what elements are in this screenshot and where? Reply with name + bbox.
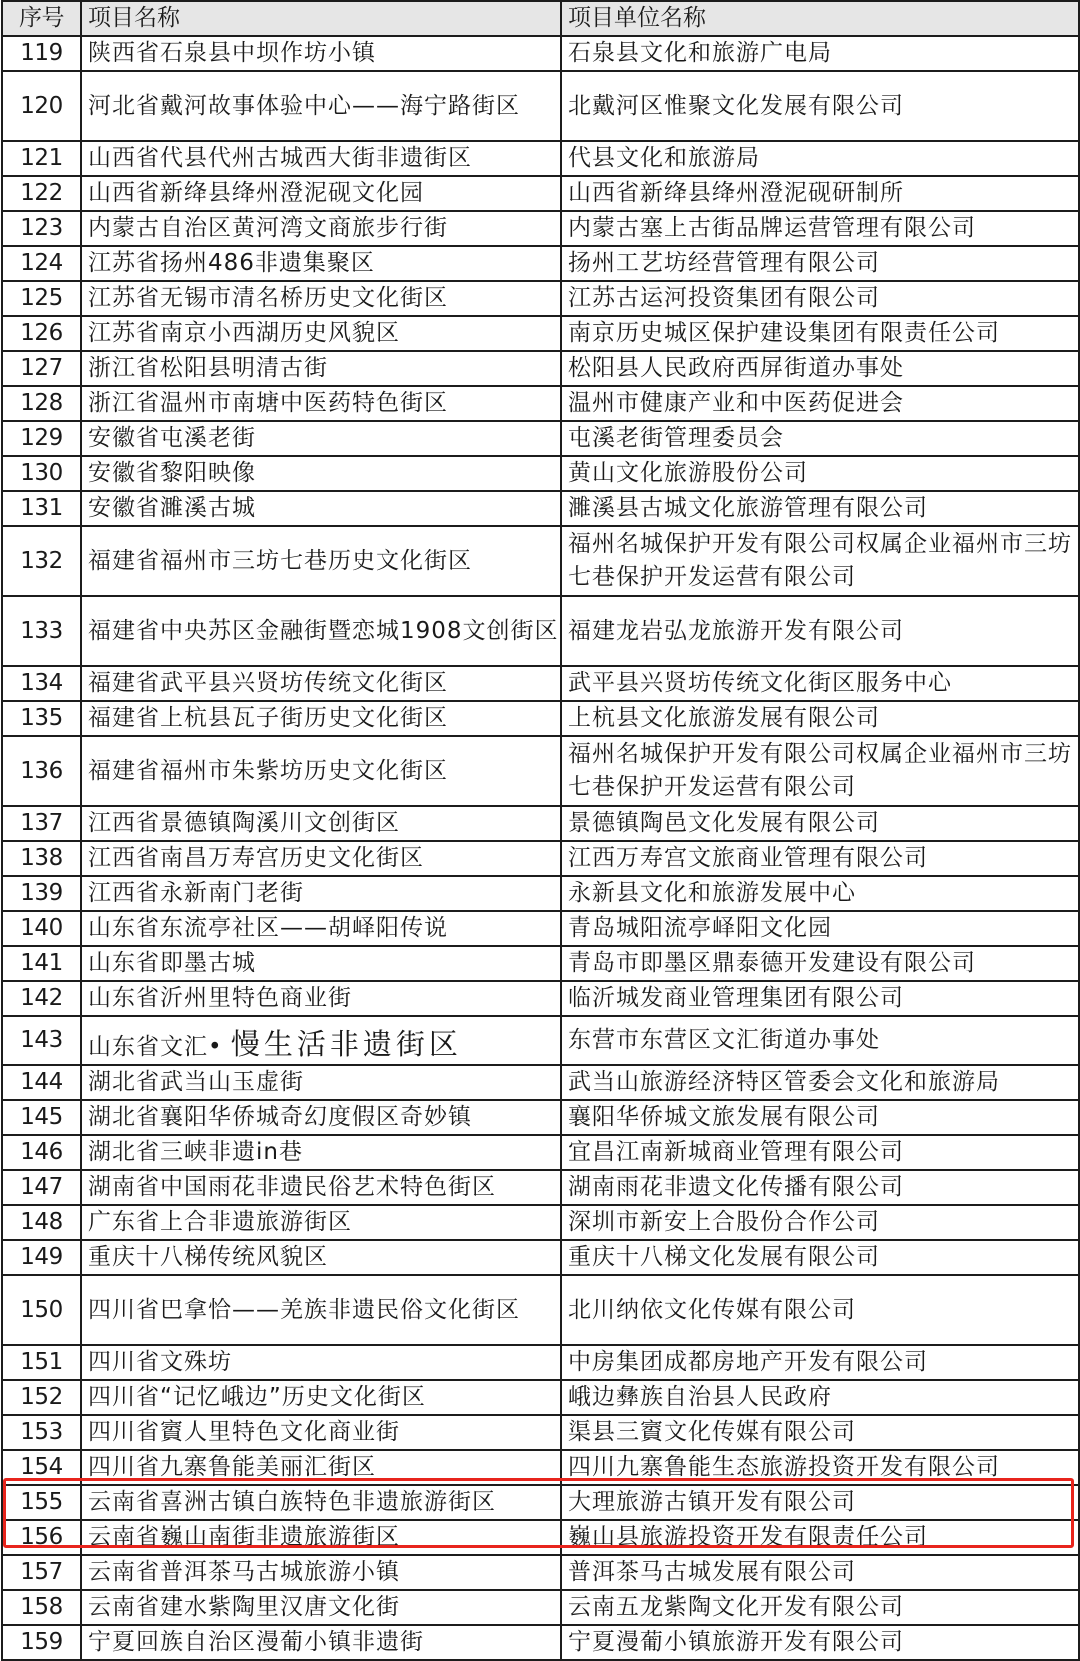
- project-name-cell: 山西省代县代州古城西大街非遗街区: [81, 141, 561, 176]
- unit-name-cell: 北戴河区惟聚文化发展有限公司: [561, 71, 1079, 141]
- row-index: 125: [2, 281, 81, 316]
- unit-name-cell: 大理旅游古镇开发有限公司: [561, 1485, 1079, 1520]
- row-index: 140: [2, 911, 81, 946]
- row-index: 153: [2, 1415, 81, 1450]
- row-index: 148: [2, 1205, 81, 1240]
- row-index: 130: [2, 456, 81, 491]
- row-index: 120: [2, 71, 81, 141]
- table-row: [2, 36, 1079, 71]
- unit-name-cell: 巍山县旅游投资开发有限责任公司: [561, 1520, 1079, 1555]
- table-row: [2, 1380, 1079, 1415]
- header-unit-name: 项目单位名称: [561, 1, 1079, 36]
- unit-name-cell: 福建龙岩弘龙旅游开发有限公司: [561, 596, 1079, 666]
- row-index: 123: [2, 211, 81, 246]
- project-name-cell: 湖北省襄阳华侨城奇幻度假区奇妙镇: [81, 1100, 561, 1135]
- row-index: 138: [2, 841, 81, 876]
- project-name-cell: 安徽省濉溪古城: [81, 491, 561, 526]
- project-name-cell: 山东省东流亭社区——胡峄阳传说: [81, 911, 561, 946]
- project-name-cell: 广东省上合非遗旅游街区: [81, 1205, 561, 1240]
- project-name-cell: 云南省普洱茶马古城旅游小镇: [81, 1555, 561, 1590]
- row-index: 132: [2, 526, 81, 596]
- unit-name-cell: 重庆十八梯文化发展有限公司: [561, 1240, 1079, 1275]
- unit-name-cell: 松阳县人民政府西屏街道办事处: [561, 351, 1079, 386]
- project-name-cell: 四川省“记忆峨边”历史文化街区: [81, 1380, 561, 1415]
- row-index: 131: [2, 491, 81, 526]
- unit-name-cell: 屯溪老街管理委员会: [561, 421, 1079, 456]
- row-index: 135: [2, 701, 81, 736]
- project-name-cell: 内蒙古自治区黄河湾文商旅步行街: [81, 211, 561, 246]
- project-name-cell: 湖北省三峡非遗in巷: [81, 1135, 561, 1170]
- table-row: [2, 386, 1079, 421]
- unit-name-cell: 普洱茶马古城发展有限公司: [561, 1555, 1079, 1590]
- unit-name-cell: 温州市健康产业和中医药促进会: [561, 386, 1079, 421]
- table-row: [2, 316, 1079, 351]
- row-index: 156: [2, 1520, 81, 1555]
- table-row: [2, 596, 1079, 666]
- row-index: 154: [2, 1450, 81, 1485]
- table-row: [2, 1555, 1079, 1590]
- table-row: [2, 1520, 1079, 1555]
- unit-name-cell: 武平县兴贤坊传统文化街区服务中心: [561, 666, 1079, 701]
- project-name-cell: 安徽省屯溪老街: [81, 421, 561, 456]
- unit-name-cell: 北川纳依文化传媒有限公司: [561, 1275, 1079, 1345]
- project-name-cell: 江苏省无锡市清名桥历史文化街区: [81, 281, 561, 316]
- row-index: 128: [2, 386, 81, 421]
- unit-name-cell: 山西省新绛县绛州澄泥砚研制所: [561, 176, 1079, 211]
- table-row: [2, 1450, 1079, 1485]
- row-index: 121: [2, 141, 81, 176]
- table-row: [2, 1590, 1079, 1625]
- row-index: 126: [2, 316, 81, 351]
- unit-name-cell: 宁夏漫葡小镇旅游开发有限公司: [561, 1625, 1079, 1660]
- unit-name-cell: 襄阳华侨城文旅发展有限公司: [561, 1100, 1079, 1135]
- row-index: 129: [2, 421, 81, 456]
- row-index: 155: [2, 1485, 81, 1520]
- table-row: [2, 491, 1079, 526]
- row-index: 150: [2, 1275, 81, 1345]
- unit-name-cell: 中房集团成都房地产开发有限公司: [561, 1345, 1079, 1380]
- table-row: [2, 281, 1079, 316]
- table-row: [2, 806, 1079, 841]
- unit-name-cell: 临沂城发商业管理集团有限公司: [561, 981, 1079, 1016]
- table-row: [2, 981, 1079, 1016]
- project-name-cell: 四川省九寨鲁能美丽汇街区: [81, 1450, 561, 1485]
- unit-name-cell: 扬州工艺坊经营管理有限公司: [561, 246, 1079, 281]
- project-name-cell: 福建省武平县兴贤坊传统文化街区: [81, 666, 561, 701]
- project-name-cell: 陕西省石泉县中坝作坊小镇: [81, 36, 561, 71]
- table-row: [2, 1205, 1079, 1240]
- unit-name-cell: 内蒙古塞上古街品牌运营管理有限公司: [561, 211, 1079, 246]
- table-row: [2, 841, 1079, 876]
- unit-name-cell: 青岛市即墨区鼎泰德开发建设有限公司: [561, 946, 1079, 981]
- project-name-cell: 江西省景德镇陶溪川文创街区: [81, 806, 561, 841]
- unit-name-cell: 东营市东营区文汇街道办事处: [561, 1016, 1079, 1065]
- unit-name-cell: 江西万寿宫文旅商业管理有限公司: [561, 841, 1079, 876]
- project-name-cell: 山东省即墨古城: [81, 946, 561, 981]
- row-index: 122: [2, 176, 81, 211]
- project-name-cell: 浙江省松阳县明清古街: [81, 351, 561, 386]
- project-name-cell: 安徽省黎阳映像: [81, 456, 561, 491]
- unit-name-cell: 永新县文化和旅游发展中心: [561, 876, 1079, 911]
- row-index: 124: [2, 246, 81, 281]
- table-row: [2, 351, 1079, 386]
- unit-name-cell: 湖南雨花非遗文化传播有限公司: [561, 1170, 1079, 1205]
- table-row: [2, 876, 1079, 911]
- row-index: 142: [2, 981, 81, 1016]
- table-row: [2, 176, 1079, 211]
- project-name-cell: 四川省文殊坊: [81, 1345, 561, 1380]
- project-name-cell: [81, 1016, 561, 1065]
- row-index: 152: [2, 1380, 81, 1415]
- unit-name-cell: 黄山文化旅游股份公司: [561, 456, 1079, 491]
- row-index: 141: [2, 946, 81, 981]
- unit-name-cell: 江苏古运河投资集团有限公司: [561, 281, 1079, 316]
- unit-name-cell: 青岛城阳流亭峄阳文化园: [561, 911, 1079, 946]
- table-header-row: [2, 1, 1079, 36]
- project-name-cell: 湖南省中国雨花非遗民俗艺术特色街区: [81, 1170, 561, 1205]
- project-name-cell: 重庆十八梯传统风貌区: [81, 1240, 561, 1275]
- table-row: [2, 1170, 1079, 1205]
- row-index: 144: [2, 1065, 81, 1100]
- table-row: [2, 456, 1079, 491]
- unit-name-cell: 武当山旅游经济特区管委会文化和旅游局: [561, 1065, 1079, 1100]
- project-name-cell: 云南省喜洲古镇白族特色非遗旅游街区: [81, 1485, 561, 1520]
- row-index: 159: [2, 1625, 81, 1660]
- table-row: [2, 246, 1079, 281]
- unit-name-cell: 濉溪县古城文化旅游管理有限公司: [561, 491, 1079, 526]
- header-project-name: 项目名称: [81, 1, 561, 36]
- project-name-cell: 湖北省武当山玉虚街: [81, 1065, 561, 1100]
- row-index: 158: [2, 1590, 81, 1625]
- unit-name-cell: 上杭县文化旅游发展有限公司: [561, 701, 1079, 736]
- unit-name-cell: 云南五龙紫陶文化开发有限公司: [561, 1590, 1079, 1625]
- unit-name-cell: 福州名城保护开发有限公司权属企业福州市三坊七巷保护开发运营有限公司: [561, 736, 1079, 806]
- header-index: 序号: [2, 1, 81, 36]
- row-index: 151: [2, 1345, 81, 1380]
- table-row: [2, 1065, 1079, 1100]
- unit-name-cell: 渠县三賨文化传媒有限公司: [561, 1415, 1079, 1450]
- project-name-cell: 云南省巍山南街非遗旅游街区: [81, 1520, 561, 1555]
- project-name-cell: 福建省上杭县瓦子街历史文化街区: [81, 701, 561, 736]
- project-name-cell: 山西省新绛县绛州澄泥砚文化园: [81, 176, 561, 211]
- table-row: [2, 1275, 1079, 1345]
- table-row: [2, 1135, 1079, 1170]
- table-row: [2, 701, 1079, 736]
- unit-name-cell: 宜昌江南新城商业管理有限公司: [561, 1135, 1079, 1170]
- row-index: 146: [2, 1135, 81, 1170]
- table-row: [2, 1016, 1079, 1065]
- unit-name-cell: 南京历史城区保护建设集团有限责任公司: [561, 316, 1079, 351]
- project-list-table: [1, 0, 1080, 1661]
- unit-name-cell: 峨边彝族自治县人民政府: [561, 1380, 1079, 1415]
- row-index: 133: [2, 596, 81, 666]
- project-name-text: 山东省文汇•: [88, 1034, 223, 1060]
- row-index: 127: [2, 351, 81, 386]
- project-name-cell: 宁夏回族自治区漫葡小镇非遗街: [81, 1625, 561, 1660]
- project-name-cell: 福建省中央苏区金融街暨恋城1908文创街区: [81, 596, 561, 666]
- table-row: [2, 421, 1079, 456]
- table-row: [2, 1345, 1079, 1380]
- project-name-cell: 河北省戴河故事体验中心——海宁路街区: [81, 71, 561, 141]
- row-index: 137: [2, 806, 81, 841]
- row-index: 119: [2, 36, 81, 71]
- project-name-cell: 江苏省南京小西湖历史风貌区: [81, 316, 561, 351]
- row-index: 134: [2, 666, 81, 701]
- table-row: [2, 1240, 1079, 1275]
- row-index: 136: [2, 736, 81, 806]
- unit-name-cell: 四川九寨鲁能生态旅游投资开发有限公司: [561, 1450, 1079, 1485]
- table-row: [2, 1415, 1079, 1450]
- project-name-cell: 浙江省温州市南塘中医药特色街区: [81, 386, 561, 421]
- project-name-cell: 福建省福州市朱紫坊历史文化街区: [81, 736, 561, 806]
- project-name-tail: 慢生活非遗街区: [230, 1027, 462, 1061]
- row-index: 147: [2, 1170, 81, 1205]
- row-index: 139: [2, 876, 81, 911]
- project-name-cell: 江西省南昌万寿宫历史文化街区: [81, 841, 561, 876]
- table-row: [2, 1100, 1079, 1135]
- table-row: [2, 526, 1079, 596]
- project-name-cell: 云南省建水紫陶里汉唐文化街: [81, 1590, 561, 1625]
- table-row: [2, 1625, 1079, 1660]
- row-index: 145: [2, 1100, 81, 1135]
- unit-name-cell: 福州名城保护开发有限公司权属企业福州市三坊七巷保护开发运营有限公司: [561, 526, 1079, 596]
- project-name-cell: 四川省巴拿恰——羌族非遗民俗文化街区: [81, 1275, 561, 1345]
- table-row: [2, 1485, 1079, 1520]
- row-index: 157: [2, 1555, 81, 1590]
- unit-name-cell: 代县文化和旅游局: [561, 141, 1079, 176]
- table-row: [2, 141, 1079, 176]
- table-row: [2, 946, 1079, 981]
- unit-name-cell: 景德镇陶邑文化发展有限公司: [561, 806, 1079, 841]
- row-index: 149: [2, 1240, 81, 1275]
- project-name-cell: 江西省永新南门老街: [81, 876, 561, 911]
- project-name-cell: 江苏省扬州486非遗集聚区: [81, 246, 561, 281]
- project-name-cell: 山东省沂州里特色商业街: [81, 981, 561, 1016]
- unit-name-cell: 深圳市新安上合股份合作公司: [561, 1205, 1079, 1240]
- project-name-cell: 福建省福州市三坊七巷历史文化街区: [81, 526, 561, 596]
- row-index: 143: [2, 1016, 81, 1065]
- table-row: [2, 736, 1079, 806]
- table-row: [2, 911, 1079, 946]
- project-name-cell: 四川省賨人里特色文化商业街: [81, 1415, 561, 1450]
- unit-name-cell: 石泉县文化和旅游广电局: [561, 36, 1079, 71]
- table-row: [2, 666, 1079, 701]
- table-row: [2, 71, 1079, 141]
- table-row: [2, 211, 1079, 246]
